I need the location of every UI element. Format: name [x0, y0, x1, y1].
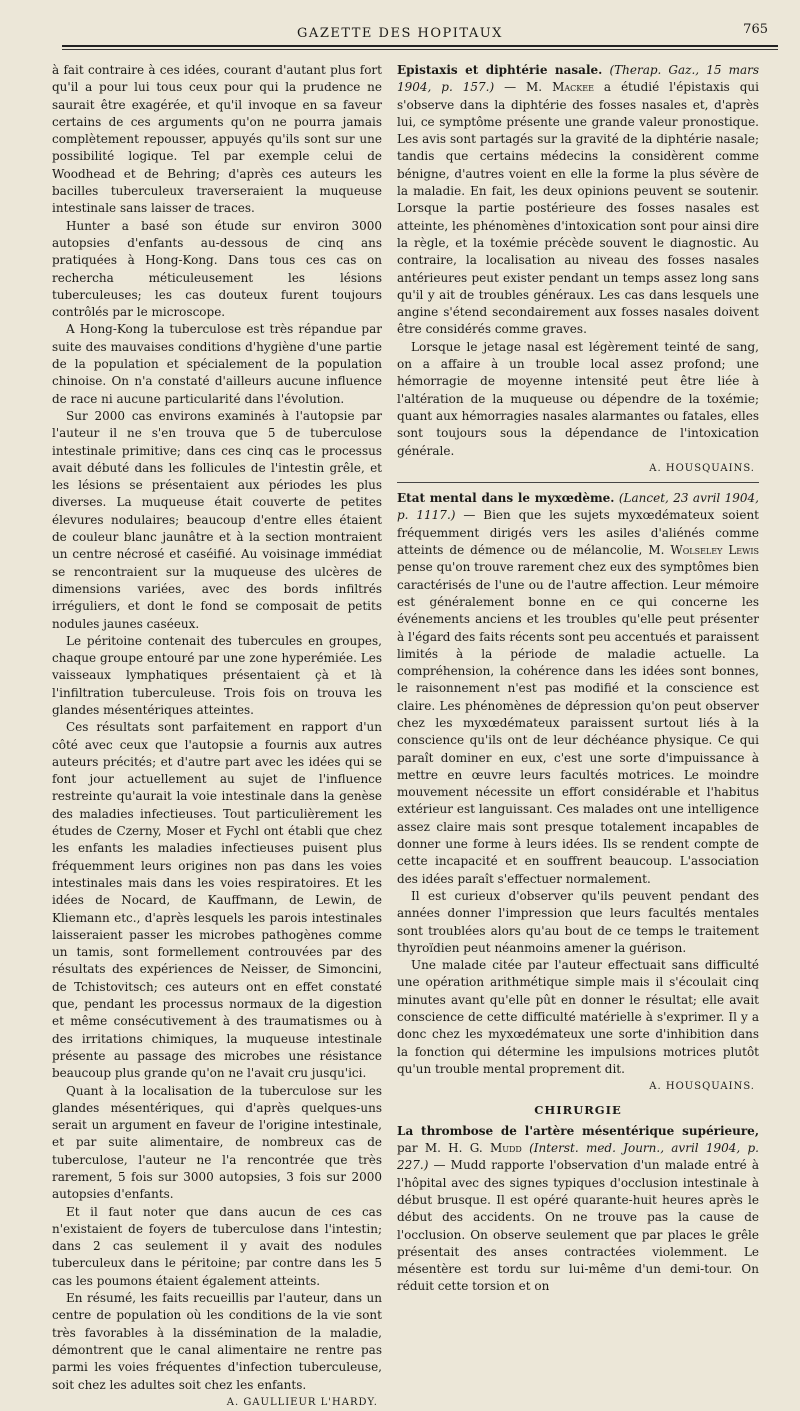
author-prefix: par M. H. G.	[397, 1141, 490, 1156]
paragraph: Et il faut noter que dans aucun de ces cas n'existaient de foyers de tuberculose dans l'intestin; dans 2 cas seulement il y avait des nodules tuberculeux dans le péritoine; par contre dans les 5 cas les poumons étaient également atteints.	[52, 1204, 382, 1288]
article-title: La thrombose de l'artère mésentérique supérieure,	[397, 1123, 759, 1138]
signature: A. HOUSQUAINS.	[649, 462, 755, 474]
article-myxoedeme	[397, 490, 759, 888]
paragraph: Quant à la localisation de la tuberculose sur les glandes mésentériques, qui d'après quelques-uns serait un argument en faveur de l'origine intestinale, et par suite alimentaire, de nombreux cas de tuberculose, l'auteur ne l'a rencontrée que très rarement, 5 fois sur 3000 autopsies, 3 fois sur 2000 autopsies d'enfants.	[52, 1083, 382, 1202]
author-prefix: — Bien que les sujets myxœdémateux soient fréquemment dirigés vers les asiles d'aliénés comme atteints de démence ou de mélancolie, M.	[397, 508, 759, 558]
paragraph: Sur 2000 cas environs examinés à l'autopsie par l'auteur il ne s'en trouva que 5 de tuberculose intestinale primitive; dans ces cinq cas le processus avait débuté dans les follicules de l'intestin grêle, et les lésions se présentaient aux périodes les plus diverses. La muqueuse était couverte de petites élevures nodulaires; beaucoup d'entre elles étaient de couleur blanc jaunâtre et à la section montraient un centre nécrosé et caséifié. Au voisinage immédiat se rencontraient sur la muqueuse des ulcères de dimensions variées, avec des bords infiltrés irréguliers, et dont le fond se composait de petits nodules jaunes caséeux.	[52, 408, 382, 631]
author-prefix: — M.	[494, 80, 553, 95]
paragraph: Le péritoine contenait des tubercules en groupes, chaque groupe entouré par une zone hyperémiée. Les vaisseaux lymphatiques présentaient çà et là l'infiltration tuberculeuse. Trois fois on trouva les glandes mésentériques atteintes.	[52, 633, 382, 717]
paragraph: Il est curieux d'observer qu'ils peuvent pendant des années donner l'impression que leurs facultés mentales sont troublées alors qu'au bout de ce temps le traitement thyroïdien peut néanmoins amener la guérison.	[397, 888, 759, 955]
author-name: Mudd	[489, 1141, 522, 1156]
paragraph: Une malade citée par l'auteur effectuait sans difficulté une opération arithmétique simple mais il s'écoulait cinq minutes avant qu'elle pût en donner le résultat; elle avait conscience de cette difficulté matérielle à s'exprimer. Il y a donc chez les myxœdémateux une sorte d'inhibition dans la fonction qui détermine les impulsions motrices plutôt qu'un trouble mental proprement dit.	[397, 958, 759, 1076]
right-column	[397, 62, 759, 1296]
paragraph: à fait contraire à ces idées, courant d'autant plus fort qu'il a pour lui tous ceux pour qui la prudence ne saurait être exagérée, et qu'il invoque en sa faveur certains de ces arguments qu'on ne pourra jamais complètement repousser, appuyés qu'ils sont sur une possibilité logique. Tel par exemple celui de Woodhead et de Behring; d'après ces auteurs les bacilles tuberculeux traverseraient la muqueuse intestinale sans laisser de traces.	[52, 63, 382, 216]
author-name: Mackee	[552, 80, 594, 95]
page-number: 765	[743, 22, 768, 37]
paragraph: a étudié l'épistaxis qui s'observe dans la diphtérie des fosses nasales et, d'après lui, ce symptôme présente une grande valeur pronostique. Les avis sont partagés sur la gravité de la diphtérie nasale; tandis que certains médecins la considèrent comme bénigne, d'autres voient en elle la forme la plus sévère de la maladie. En fait, les deux opinions peuvent se soutenir. Lorsque la partie postérieure des fosses nasales est atteinte, les phénomènes d'intoxication sont pour ainsi dire la règle, et la toxémie précède souvent le diagnostic. Au contraire, la localisation au niveau des fosses nasales antérieures peut exister pendant un temps assez long sans qu'il y ait de troubles généraux. Les cas dans lesquels une angine s'étend secondairement aux fosses nasales doivent être considérés comme graves.	[397, 80, 760, 337]
paragraph: Hunter a basé son étude sur environ 3000 autopsies d'enfants au-dessous de cinq ans pratiquées à Hong-Kong. Dans tous ces cas on rechercha méticuleusement les lésions tuberculeuses; les cas douteux furent toujours contrôlés par le microscope.	[52, 218, 382, 320]
paragraph: En résumé, les faits recueillis par l'auteur, dans un centre de population où les conditions de la vie sont très favorables à la dissémination de la maladie, démontrent que le canal alimentaire ne rentre pas parmi les voies fréquentes d'infection tuberculeuse, soit chez les adultes soit chez les enfants.	[52, 1291, 382, 1392]
citation: (Interst. med. Journ., avril 1904, p. 227.)	[397, 1141, 759, 1173]
paragraph: A Hong-Kong la tuberculose est très répandue par suite des mauvaises conditions d'hygiène d'une partie de la population et spécialement de la population chinoise. On n'a constaté d'ailleurs aucune influence de race ni aucune particularité dans l'évolution.	[52, 322, 382, 406]
section-heading: CHIRURGIE	[534, 1102, 622, 1117]
left-column	[52, 62, 382, 1411]
paragraph: Lorsque le jetage nasal est légèrement teinté de sang, on a affaire à un trouble local assez profond; une hémorragie de moyenne intensité peut être liée à l'altération de la muqueuse ou dépendre de la toxémie; quant aux hémorragies nasales alarmantes ou fatales, elles sont toujours sous la dépendance de l'intoxication générale.	[397, 339, 759, 458]
signature: A. HOUSQUAINS.	[649, 1081, 755, 1093]
article-thrombose	[397, 1123, 759, 1296]
journal-title: GAZETTE DES HOPITAUX	[297, 26, 503, 41]
header-rule-thin	[62, 49, 778, 50]
citation: (Lancet, 23 avril 1904, p. 1117.)	[397, 491, 759, 523]
page-header	[0, 0, 800, 60]
paragraph: pense qu'on trouve rarement chez eux des symptômes bien caractérisés de l'une ou de l'autre affection. Leur mémoire est généralement bonne en ce qui concerne les événements anciens et les troubles qu'elle peut présenter à l'égard des faits récents sont peu accentués et paraissent limités à la période de maladie actuelle. La compréhension, la cohérence dans les idées sont bonnes, le raisonnement n'est pas modifié et la conscience est claire. Les phénomènes de dépression qu'on peut observer chez les myxœdémateux paraissent surtout liés à la conscience qu'ils ont de leur déchéance physique. Ce qui paraît dominer en eux, c'est une sorte d'impuissance à mettre en œuvre leurs facultés motrices. Le moindre mouvement nécessite un effort considérable et l'habitus extérieur est languissant. Ces malades ont une intelligence assez claire mais sont presque totalement incapables de donner une forme à leurs idées. Ils se rendent compte de cette incapacité et en souffrent beaucoup. L'association des idées paraît s'effectuer normalement.	[397, 560, 759, 886]
article-epistaxis	[397, 62, 759, 339]
article-divider	[397, 482, 759, 483]
header-rule	[62, 45, 778, 47]
article-title: Etat mental dans le myxœdème.	[397, 491, 615, 506]
paragraph: Ces résultats sont parfaitement en rapport d'un côté avec ceux que l'autopsie a fournis aux autres auteurs précités; et d'autre part avec les idées qui se font jour actuellement au sujet de l'influence restreinte qu'aurait la voie intestinale dans la genèse des maladies infectieuses. Tout particulièrement les études de Czerny, Moser et Fychl ont établi que chez les enfants les maladies infectieuses puisent plus fréquemment leurs origines non pas dans les voies intestinales mais dans les voies respiratoires. Et les idées de Nocard, de Kauffmann, de Lewin, de Kliemann etc., d'après lesquels les parois intestinales laisseraient passer les microbes pathogènes comme un tamis, sont formellement controuvées par des résultats des expériences de Neisser, de Simoncini, de Tchistovitsch; ces auteurs ont en effet constaté que, pendant les processus normaux de la digestion et même consécutivement à des traumatismes ou à des irritations chimiques, la muqueuse intestinale présente au passage des microbes une résistance beaucoup plus grande qu'on ne l'avait cru jusqu'ici.	[52, 720, 382, 1081]
signature: A. GAULLIEUR L'HARDY.	[226, 1396, 378, 1408]
paragraph: — Mudd rapporte l'observation d'un malade entré à l'hôpital avec des signes typiques d'occlusion intestinale à début brusque. Il est opéré quarante-huit heures après le début des accidents. On ne trouve pas la cause de l'occlusion. On observe seulement que par places le grêle présentait des anses contractées violemment. Le mésentère est tordu sur lui-même d'un demi-tour. On réduit cette torsion et on	[397, 1158, 759, 1294]
author-name: Wolseley Lewis	[670, 543, 759, 558]
article-title: Epistaxis et diphtérie nasale.	[397, 63, 603, 77]
citation: (Therap. Gaz., 15 mars 1904, p. 157.)	[397, 63, 759, 95]
